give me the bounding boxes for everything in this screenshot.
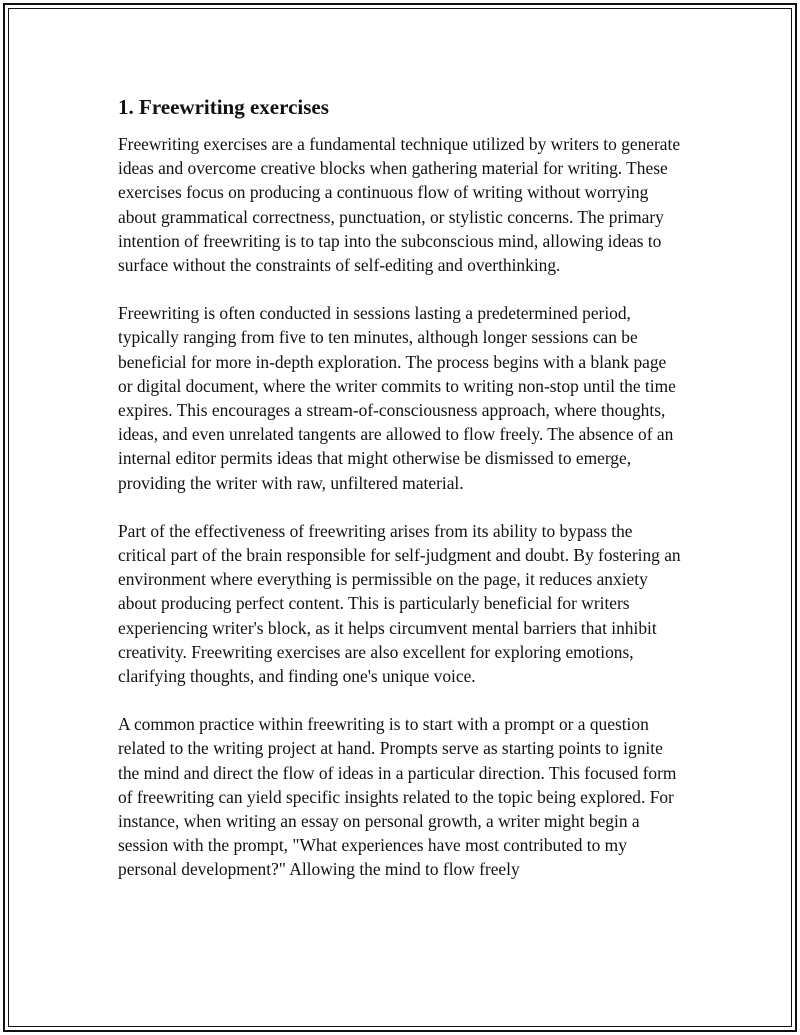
document-body	[118, 94, 684, 906]
paragraph-1: Freewriting exercises are a fundamental technique utilized by writers to generate ideas and overcome creative blocks when gathering material for writing. These exercises focus on producing a continuous flow of writing without worrying about grammatical correctness, punctuation, or stylistic concerns. The primary intention of freewriting is to tap into the subconscious mind, allowing ideas to surface without the constraints of self-editing and overthinking.	[118, 134, 681, 276]
paragraph-4: A common practice within freewriting is to start with a prompt or a question related to the writing project at hand. Prompts serve as starting points to ignite the mind and direct the flow of ideas in a particular direction. This focused form of freewriting can yield specific insights related to the topic being explored. For instance, when writing an essay on personal growth, a writer might begin a session with the prompt, "What experiences have most contributed to my personal development?" Allowing the mind to flow freely	[118, 714, 677, 880]
paragraph-3: Part of the effectiveness of freewriting arises from its ability to bypass the critical part of the brain responsible for self-judgment and doubt. By fostering an environment where everything is permissible on the page, it reduces anxiety about producing perfect content. This is particularly beneficial for writers experiencing writer's block, as it helps circumvent mental barriers that inhibit creativity. Freewriting exercises are also excellent for exploring emotions, clarifying thoughts, and finding one's unique voice.	[118, 520, 681, 687]
section-heading: 1. Freewriting exercises	[118, 95, 329, 119]
paragraph-2: Freewriting is often conducted in sessions lasting a predetermined period, typically ranging from five to ten minutes, although longer sessions can be beneficial for more in-depth exploration. The process begins with a blank page or digital document, where the writer commits to writing non-stop until the time expires. This encourages a stream-of-consciousness approach, where thoughts, ideas, and even unrelated tangents are allowed to flow freely. The absence of an internal editor permits ideas that might otherwise be dismissed to emerge, providing the writer with raw, unfiltered material.	[118, 303, 676, 493]
